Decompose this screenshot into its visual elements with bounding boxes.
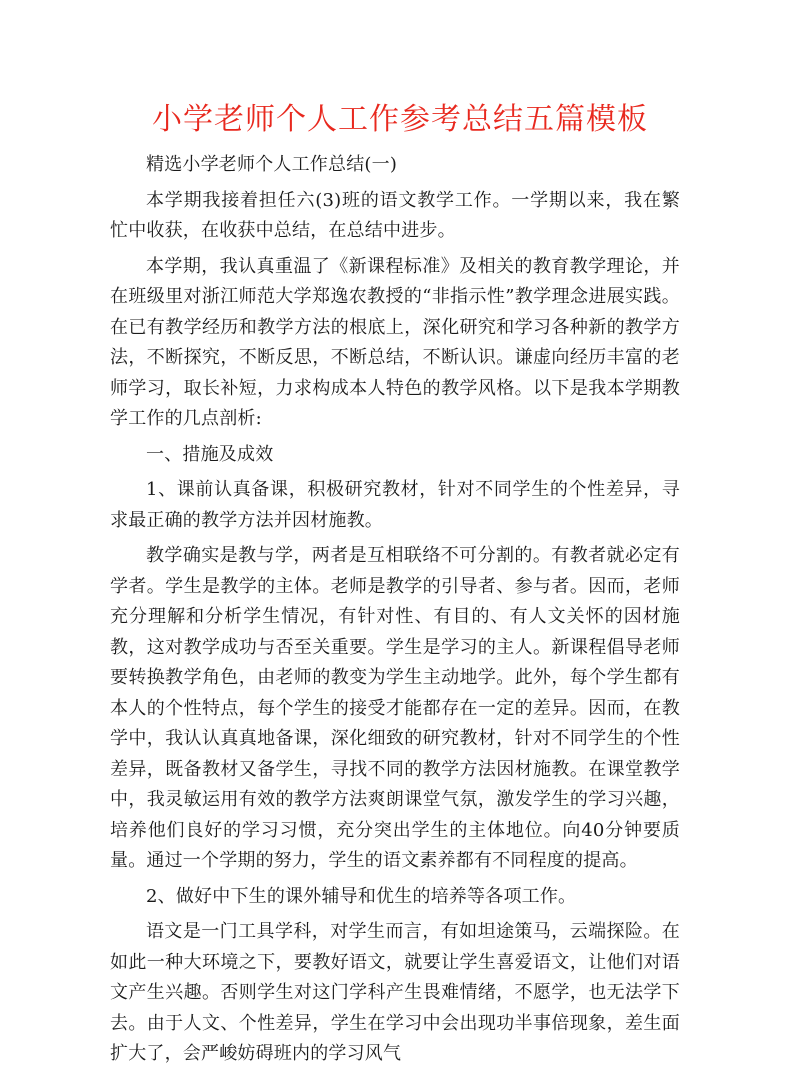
subsection-heading: 一、措施及成效 [146, 443, 274, 465]
section-heading: 精选小学老师个人工作总结(一) [146, 154, 398, 175]
body-paragraph: 本学期我接着担任六(3)班的语文教学工作。一学期以来，我在繁忙中收获，在收获中总结，在总结中进步。 [110, 189, 680, 241]
body-paragraph: 1、课前认真备课，积极研究教材，针对不同学生的个性差异，寻求最正确的教学方法并因材施教。 [110, 479, 680, 531]
document-body [110, 150, 680, 1070]
body-paragraph: 教学确实是教与学，两者是互相联络不可分割的。有教者就必定有学者。学生是教学的主体。老师是教学的引导者、参与者。因而，老师充分理解和分析学生情况，有针对性、有目的、有人文关怀的因材施教，这对教学成功与否至关重要。学生是学习的主人。新课程倡导老师要转换教学角色，由老师的教变为学生主动地学。此外，每个学生都有本人的个性特点，每个学生的接受才能都存在一定的差异。因而，在教学中，我认认真真地备课，深化细致的研究教材，针对不同学生的个性差异，既备教材又备学生，寻找不同的教学方法因材施教。在课堂教学中，我灵敏运用有效的教学方法爽朗课堂气氛，激发学生的学习兴趣，培养他们良好的学习习惯，充分突出学生的主体地位。向40分钟要质量。通过一个学期的努力，学生的语文素养都有不同程度的提高。 [110, 545, 680, 871]
body-paragraph: 语文是一门工具学科，对学生而言，有如坦途策马，云端探险。在如此一种大环境之下，要教好语文，就要让学生喜爱语文，让他们对语文产生兴趣。否则学生对这门学科产生畏难情绪，不愿学，也无法学下去。由于人文、个性差异，学生在学习中会出现功半事倍现象，差生面扩大了，会严峻妨碍班内的学习风气 [110, 921, 680, 1064]
body-paragraph: 本学期，我认真重温了《新课程标准》及相关的教育教学理论，并在班级里对浙江师范大学郑逸农教授的“非指示性”教学理念进展实践。在已有教学经历和教学方法的根底上，深化研究和学习各种新的教学方法，不断探究，不断反思，不断总结，不断认识。谦虚向经历丰富的老师学习，取长补短，力求构成本人特色的教学风格。以下是我本学期教学工作的几点剖析: [110, 255, 680, 429]
body-paragraph: 2、做好中下生的课外辅导和优生的培养等各项工作。 [146, 885, 577, 907]
document-title: 小学老师个人工作参考总结五篇模板 [152, 102, 648, 137]
